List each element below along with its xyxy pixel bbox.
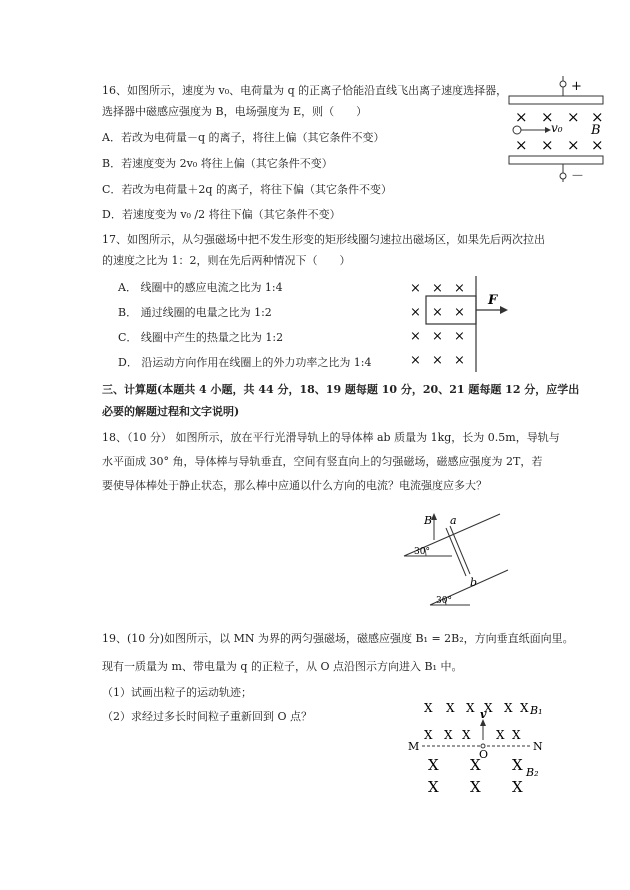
q17-cross-12: × [454, 353, 465, 368]
q19-origin-label: O [479, 748, 489, 761]
q16-stem-line2: 选择器中磁感应强度为 B，电场强度为 E，则（ ） [102, 105, 368, 118]
q18-end-b-label: b [470, 576, 478, 589]
q17-cross-9: × [454, 329, 465, 344]
q19-cross-3: X [466, 701, 475, 715]
q19-cross-9: X [462, 728, 471, 742]
section3-heading-line2: 必要的解题过程和文字说明) [102, 405, 240, 418]
q17-coil-figure [404, 274, 514, 374]
q18-stem-line1: 18、（10 分） 如图所示，放在平行光滑导轨上的导体棒 ab 质量为 1kg，长为 0.5m，导轨与 [102, 431, 560, 444]
q16-option-b: B．若速度变为 2v₀ 将往上偏（其它条件不变） [102, 157, 333, 170]
q17-cross-3: × [454, 281, 465, 296]
q19-cross-4: X [484, 701, 493, 715]
q19-cross-6: X [520, 701, 529, 715]
q18-rod-left-edge [446, 528, 466, 576]
q16-cross-1: × [515, 108, 528, 126]
q17-cross-11: × [432, 353, 443, 368]
q16-minus-label: － [571, 169, 585, 184]
q18-field-label: B [424, 514, 433, 527]
q17-stem-line2: 的速度之比为 1：2，则在先后两种情况下（ ） [102, 254, 351, 267]
q18-end-a-label: a [450, 514, 457, 527]
q17-option-d: D． 沿运动方向作用在线圈上的外力功率之比为 1:4 [118, 356, 372, 369]
q19-cross-1: X [424, 701, 433, 715]
q16-cross-2: × [541, 108, 554, 126]
q17-cross-4: × [410, 305, 421, 320]
q17-cross-6: × [454, 305, 465, 320]
q19-cross-12: X [428, 756, 439, 774]
q16-ion [513, 126, 521, 134]
q19-cross-5: X [504, 701, 513, 715]
q16-stem-line1: 16、如图所示，速度为 v₀、电荷量为 q 的正离子恰能沿直线飞出离子速度选择器， [102, 84, 508, 97]
q17-stem-line1: 17、如图所示，从匀强磁场中把不发生形变的矩形线圈匀速拉出磁场区，如果先后两次拉出 [102, 233, 545, 246]
section3-heading-line1: 三、计算题(本题共 4 小题，共 44 分，18、19 题每题 10 分，20、21 题每题 12 分，应学出 [102, 383, 580, 396]
q18-rod-right-edge [450, 526, 470, 574]
q19-cross-8: X [444, 728, 453, 742]
q19-cross-17: X [512, 778, 523, 796]
q18-stem-line2: 水平面成 30° 角，导体棒与导轨垂直，空间有竖直向上的匀强磁场，磁感应强度为 2T，若 [102, 455, 543, 468]
q16-plus-label: + [571, 79, 582, 94]
q16-cross-7: × [567, 136, 580, 154]
q19-cross-16: X [470, 778, 481, 796]
q19-field-lower-label: B₂ [526, 766, 539, 779]
q16-top-terminal [560, 81, 566, 87]
q19-two-field-figure [408, 696, 548, 796]
q16-cross-4: × [591, 108, 604, 126]
q17-option-b: B． 通过线圈的电量之比为 1:2 [118, 306, 272, 319]
q16-option-a: A．若改为电荷量－q 的离子，将往上偏（其它条件不变） [102, 131, 385, 144]
q16-bottom-plate [509, 156, 603, 164]
q16-bottom-terminal [560, 173, 566, 179]
q19-stem-line1: 19、(10 分)如图所示，以 MN 为界的两匀强磁场，磁感应强度 B₁ = 2B₂，方向垂直纸面向里。 [102, 632, 574, 645]
q17-cross-10: × [410, 353, 421, 368]
q19-cross-2: X [446, 701, 455, 715]
q19-field-upper-label: B₁ [530, 704, 543, 717]
q16-option-d: D．若速度变为 v₀ /2 将往下偏（其它条件不变） [102, 208, 341, 221]
q19-velocity-label: v [480, 708, 487, 721]
q19-cross-7: X [424, 728, 433, 742]
q19-sub1: （1）试画出粒子的运动轨迹； [102, 686, 252, 699]
q16-cross-6: × [541, 136, 554, 154]
q19-cross-15: X [428, 778, 439, 796]
q19-right-label: N [533, 740, 543, 753]
q19-cross-11: X [512, 728, 521, 742]
q18-angle-top-label: 30° [414, 547, 430, 557]
q19-cross-14: X [512, 756, 523, 774]
q16-cross-8: × [591, 136, 604, 154]
q17-cross-7: × [410, 329, 421, 344]
q19-cross-13: X [470, 756, 481, 774]
q19-cross-10: X [496, 728, 505, 742]
q18-stem-line3: 要使导体棒处于静止状态，那么棒中应通以什么方向的电流？电流强度应多大？ [102, 479, 487, 492]
q17-cross-1: × [410, 281, 421, 296]
q16-velocity-label: v₀ [551, 121, 563, 135]
q17-cross-5: × [432, 305, 443, 320]
q16-cross-5: × [515, 136, 528, 154]
q18-angle-bottom-label: 30° [436, 596, 452, 606]
q16-field-label: B [591, 123, 601, 138]
q16-velocity-selector-figure [505, 74, 615, 189]
q17-cross-2: × [432, 281, 443, 296]
q16-option-c: C．若改为电荷量＋2q 的离子，将往下偏（其它条件不变） [102, 183, 392, 196]
q17-force-arrowhead [500, 306, 508, 314]
q19-left-label: M [408, 740, 420, 753]
q16-top-plate [509, 96, 603, 104]
q18-incline-figure [400, 512, 510, 608]
q17-cross-8: × [432, 329, 443, 344]
q19-stem-line2: 现有一质量为 m、带电量为 q 的正粒子，从 O 点沿图示方向进入 B₁ 中。 [102, 660, 463, 673]
q16-cross-3: × [567, 108, 580, 126]
q17-force-label: F [488, 293, 498, 308]
q17-option-c: C． 线圈中产生的热量之比为 1:2 [118, 331, 284, 344]
q17-option-a: A． 线圈中的感应电流之比为 1:4 [118, 281, 283, 294]
q19-sub2: （2）求经过多长时间粒子重新回到 O 点？ [102, 710, 313, 723]
